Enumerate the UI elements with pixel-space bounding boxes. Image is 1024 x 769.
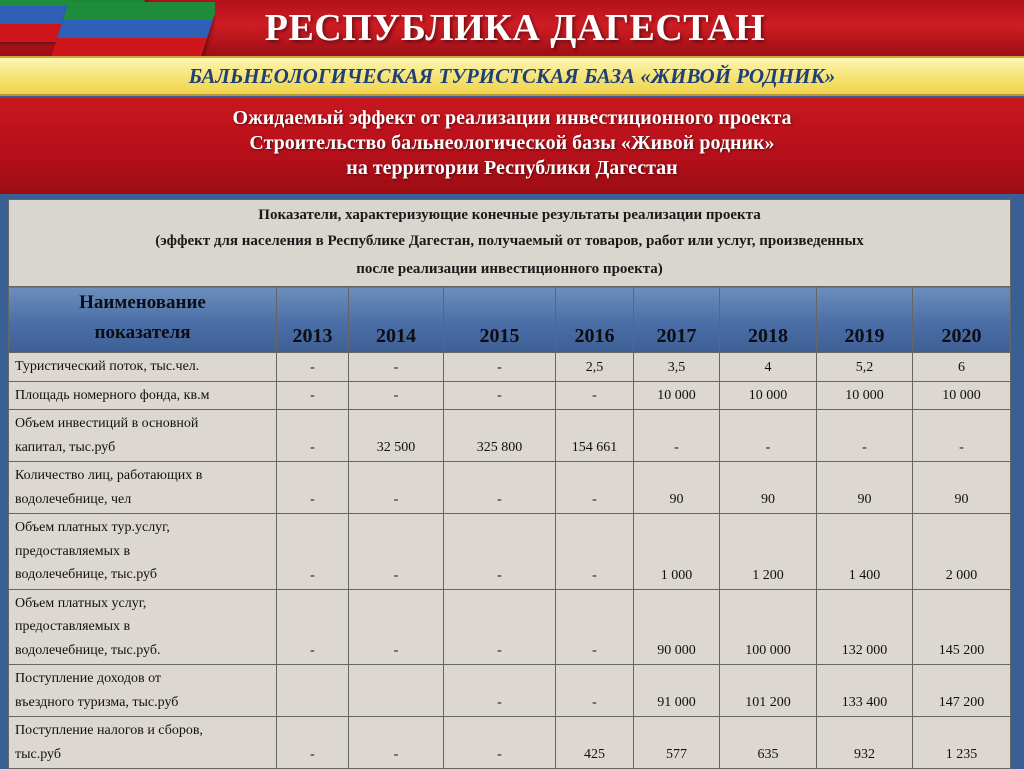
row-label-line: Площадь номерного фонда, кв.м <box>15 387 210 403</box>
row-label-line: капитал, тыс.руб <box>15 439 116 455</box>
row-label-line: Количество лиц, работающих в <box>15 468 203 483</box>
name-column-header <box>9 287 277 353</box>
table-intro-line-1: Показатели, характеризующие конечные результаты реализации проекта <box>258 207 761 223</box>
value-cell: - <box>556 589 634 665</box>
heading-line-3: на территории Республики Дагестан <box>346 157 678 179</box>
table-row <box>9 514 1011 590</box>
year-header: 2020 <box>913 287 1011 353</box>
row-label <box>9 717 277 769</box>
row-label-line: въездного туризма, тыс.руб <box>15 694 179 710</box>
dagestan-flag-icon <box>0 0 215 56</box>
value-cell: 3,5 <box>634 353 720 382</box>
value-cell: - <box>556 514 634 590</box>
value-cell: 2 000 <box>913 514 1011 590</box>
value-cell <box>277 665 349 717</box>
year-header: 2015 <box>444 287 556 353</box>
value-cell: - <box>444 353 556 382</box>
value-cell: - <box>817 410 913 462</box>
value-cell: 577 <box>634 717 720 769</box>
value-cell: - <box>556 665 634 717</box>
value-cell: 1 200 <box>720 514 817 590</box>
value-cell: - <box>349 462 444 514</box>
value-cell: 90 <box>913 462 1011 514</box>
value-cell <box>349 665 444 717</box>
table-row <box>9 462 1011 514</box>
table-intro-line-3: после реализации инвестиционного проекта) <box>356 261 663 277</box>
row-label-line: Объем инвестиций в основной <box>15 416 199 431</box>
indicators-table <box>8 199 1010 769</box>
row-label-line: Поступление доходов от <box>15 671 162 686</box>
heading-line-2: Строительство бальнеологической базы «Живой родник» <box>249 132 775 154</box>
row-label <box>9 514 277 590</box>
value-cell: - <box>277 589 349 665</box>
heading-band <box>0 98 1024 194</box>
table-header-row <box>9 287 1011 353</box>
value-cell: 1 400 <box>817 514 913 590</box>
value-cell: - <box>913 410 1011 462</box>
value-cell: - <box>444 462 556 514</box>
value-cell: 10 000 <box>634 381 720 410</box>
value-cell: 91 000 <box>634 665 720 717</box>
table-intro-row <box>9 200 1011 287</box>
value-cell: 10 000 <box>913 381 1011 410</box>
value-cell: - <box>277 353 349 382</box>
row-label-line: Объем платных тур.услуг, <box>15 520 170 535</box>
table-body <box>9 353 1011 769</box>
value-cell: 90 <box>817 462 913 514</box>
row-label-line: тыс.руб <box>15 746 61 762</box>
name-header-line-2: показателя <box>94 322 191 343</box>
row-label <box>9 589 277 665</box>
value-cell: 1 235 <box>913 717 1011 769</box>
title-banner <box>0 0 1024 56</box>
year-header: 2019 <box>817 287 913 353</box>
value-cell: 932 <box>817 717 913 769</box>
value-cell: - <box>277 462 349 514</box>
value-cell: 10 000 <box>817 381 913 410</box>
row-label-line: предоставляемых в <box>15 619 131 634</box>
value-cell: - <box>720 410 817 462</box>
value-cell: - <box>444 717 556 769</box>
year-header: 2018 <box>720 287 817 353</box>
row-label-line: Туристический поток, тыс.чел. <box>15 359 200 374</box>
name-header-line-1: Наименование <box>79 292 206 313</box>
value-cell: - <box>349 514 444 590</box>
value-cell: - <box>349 717 444 769</box>
value-cell: 154 661 <box>556 410 634 462</box>
row-label <box>9 462 277 514</box>
subtitle-band <box>0 56 1024 96</box>
year-header: 2017 <box>634 287 720 353</box>
value-cell: 90 000 <box>634 589 720 665</box>
value-cell: - <box>444 589 556 665</box>
row-label <box>9 410 277 462</box>
row-label <box>9 665 277 717</box>
value-cell: 1 000 <box>634 514 720 590</box>
value-cell: - <box>444 665 556 717</box>
value-cell: - <box>349 353 444 382</box>
table-row <box>9 589 1011 665</box>
value-cell: 132 000 <box>817 589 913 665</box>
table-row <box>9 381 1011 410</box>
value-cell: - <box>349 589 444 665</box>
table-row <box>9 353 1011 382</box>
table-intro-line-2: (эффект для населения в Республике Дагестан, получаемый от товаров, работ или услуг, произведенных <box>155 233 864 249</box>
value-cell: 145 200 <box>913 589 1011 665</box>
heading-line-1: Ожидаемый эффект от реализации инвестиционного проекта <box>232 107 792 129</box>
page-title: РЕСПУБЛИКА ДАГЕСТАН <box>264 7 766 49</box>
value-cell: 32 500 <box>349 410 444 462</box>
year-header: 2016 <box>556 287 634 353</box>
value-cell: - <box>556 381 634 410</box>
value-cell: 5,2 <box>817 353 913 382</box>
value-cell: 425 <box>556 717 634 769</box>
row-label <box>9 381 277 410</box>
value-cell: 325 800 <box>444 410 556 462</box>
value-cell: - <box>277 514 349 590</box>
row-label-line: Поступление налогов и сборов, <box>15 723 203 738</box>
row-label-line: водолечебнице, тыс.руб <box>15 567 157 582</box>
value-cell: 101 200 <box>720 665 817 717</box>
row-label-line: Объем платных услуг, <box>15 595 147 611</box>
table-row <box>9 717 1011 769</box>
value-cell: 90 <box>634 462 720 514</box>
value-cell: 100 000 <box>720 589 817 665</box>
value-cell: 10 000 <box>720 381 817 410</box>
value-cell: 6 <box>913 353 1011 382</box>
value-cell: 133 400 <box>817 665 913 717</box>
year-header: 2013 <box>277 287 349 353</box>
table-row <box>9 410 1011 462</box>
value-cell: - <box>444 514 556 590</box>
value-cell: - <box>349 381 444 410</box>
value-cell: - <box>277 410 349 462</box>
value-cell: - <box>277 381 349 410</box>
value-cell: - <box>444 381 556 410</box>
value-cell: 4 <box>720 353 817 382</box>
table-intro-cell <box>9 200 1011 287</box>
row-label-line: водолечебнице, чел <box>15 491 132 507</box>
subtitle: БАЛЬНЕОЛОГИЧЕСКАЯ ТУРИСТСКАЯ БАЗА «ЖИВОЙ РОДНИК» <box>188 64 836 88</box>
value-cell: 90 <box>720 462 817 514</box>
value-cell: - <box>634 410 720 462</box>
value-cell: - <box>277 717 349 769</box>
row-label <box>9 353 277 382</box>
year-header: 2014 <box>349 287 444 353</box>
value-cell: 2,5 <box>556 353 634 382</box>
row-label-line: водолечебнице, тыс.руб. <box>15 642 161 658</box>
table-row <box>9 665 1011 717</box>
row-label-line: предоставляемых в <box>15 543 131 559</box>
value-cell: 147 200 <box>913 665 1011 717</box>
value-cell: - <box>556 462 634 514</box>
value-cell: 635 <box>720 717 817 769</box>
